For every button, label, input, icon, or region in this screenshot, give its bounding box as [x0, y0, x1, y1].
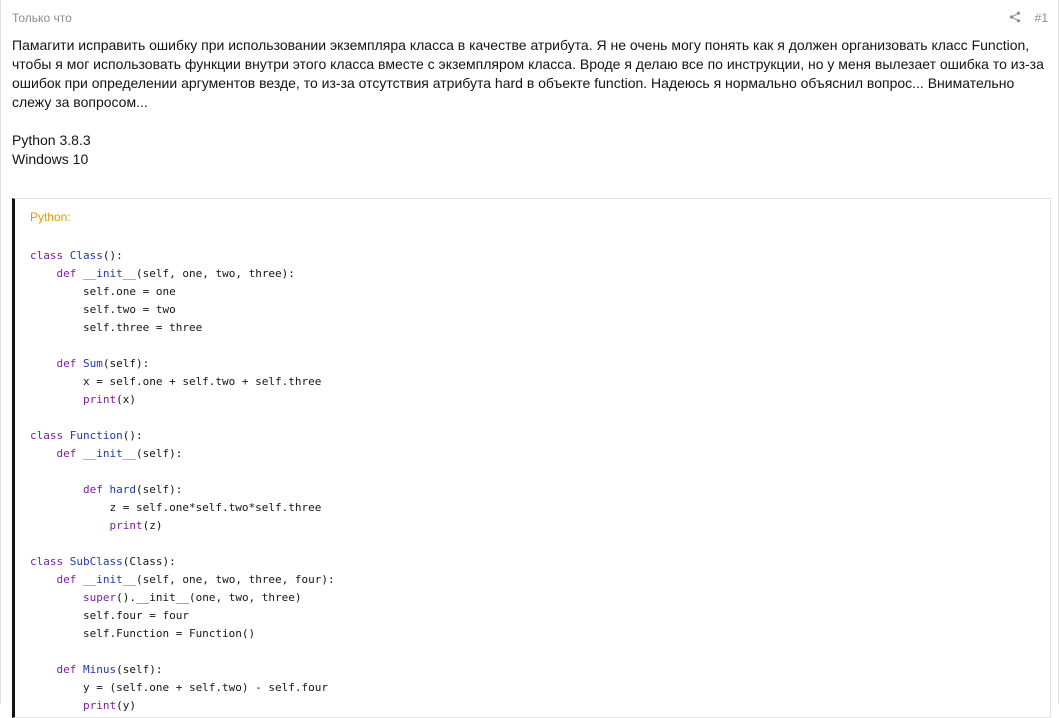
code-line: self.three = three	[82, 321, 203, 334]
code-line: def Minus(self):	[56, 663, 163, 676]
code-line: super().__init__(one, two, three)	[82, 591, 302, 604]
code-line: def Sum(self):	[56, 357, 150, 370]
code-language-title: Python:	[30, 210, 71, 224]
code-line: class SubClass(Class):	[30, 555, 176, 568]
code-line: self.two = two	[82, 303, 176, 316]
code-line: def __init__(self):	[56, 447, 183, 460]
code-line: def hard(self):	[82, 483, 183, 496]
code-line: z = self.one*self.two*self.three	[109, 501, 322, 514]
code-line: print(z)	[109, 519, 163, 532]
post-body	[12, 36, 1052, 169]
code-line: self.one = one	[82, 285, 176, 298]
code-line: def __init__(self, one, two, three, four):	[56, 573, 335, 586]
os-version: Windows 10	[12, 151, 89, 167]
code-line: class Class():	[30, 249, 123, 262]
post-timestamp[interactable]: Только что	[12, 11, 72, 25]
post-header	[12, 10, 1048, 26]
code-block	[12, 198, 1051, 718]
post-header-actions	[1009, 10, 1048, 26]
question-text: Памагити исправить ошибку при использовании экземпляра класса в качестве атрибута. Я не очень могу понять как я должен организовать класс Function, чтобы я мог использовать функции внутри этого класса вместе с экземпляром класса. Вроде я делаю все по инструкции, но у меня вылезает ошибка то из-за ошибок при определении аргументов везде, то из-за отсутствия атрибута hard в объекте function. Надеюсь я нормально объяснил вопрос... Внимательно слежу за вопросом...	[12, 37, 1044, 110]
code-content	[30, 247, 335, 715]
code-line: def __init__(self, one, two, three):	[56, 267, 295, 280]
code-line: x = self.one + self.two + self.three	[82, 375, 322, 388]
python-version: Python 3.8.3	[12, 132, 91, 148]
code-line: self.four = four	[82, 609, 189, 622]
code-line: print(y)	[82, 699, 136, 712]
code-line: print(x)	[82, 393, 136, 406]
code-line: class Function():	[30, 429, 143, 442]
post-number-link[interactable]: #1	[1034, 11, 1048, 25]
code-line: self.Function = Function()	[82, 627, 256, 640]
code-line: y = (self.one + self.two) - self.four	[82, 681, 329, 694]
share-icon[interactable]	[1009, 11, 1023, 25]
